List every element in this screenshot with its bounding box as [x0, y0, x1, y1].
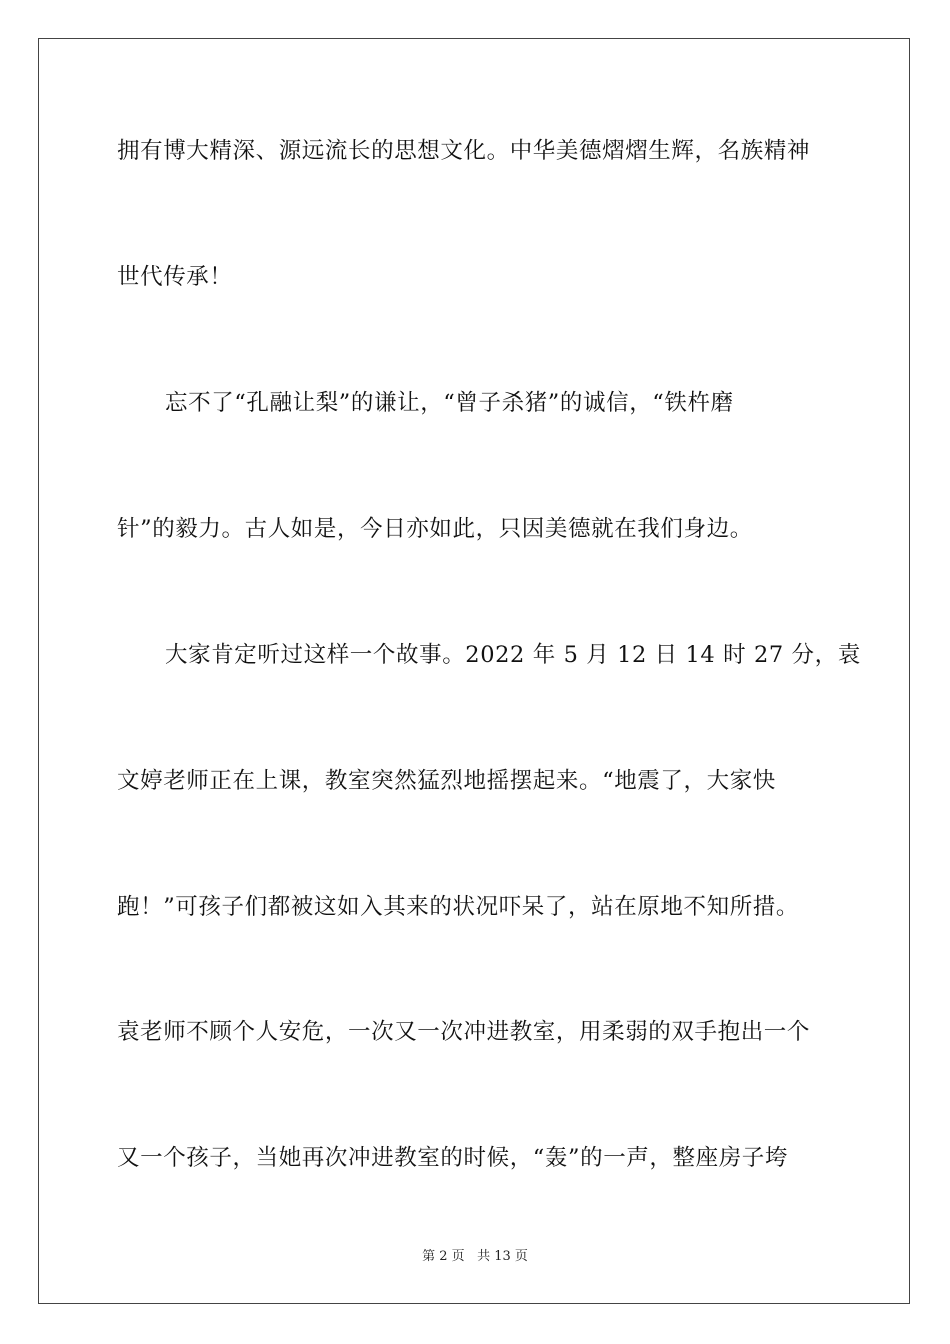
text-line-5: 大家肯定听过这样一个故事。2022 年 5 月 12 日 14 时 27 分，袁	[165, 642, 861, 668]
text-line-9: 又一个孩子，当她再次冲进教室的时候，“轰”的一声，整座房子垮	[117, 1145, 789, 1171]
page-border	[38, 38, 910, 1304]
text-line-8: 袁老师不顾个人安危，一次又一次冲进教室，用柔弱的双手抱出一个	[117, 1019, 811, 1045]
page-footer	[0, 1248, 950, 1266]
text-line-4: 针”的毅力。古人如是，今日亦如此，只因美德就在我们身边。	[117, 516, 753, 542]
total-pages: 共 13 页	[477, 1249, 528, 1264]
text-line-7: 跑！”可孩子们都被这如入其来的状况吓呆了，站在原地不知所措。	[117, 894, 800, 920]
page-number: 第 2 页	[422, 1249, 465, 1264]
text-line-1: 拥有博大精深、源远流长的思想文化。中华美德熠熠生辉，名族精神	[117, 138, 811, 164]
text-line-2: 世代传承！	[117, 264, 233, 290]
text-line-6: 文婷老师正在上课，教室突然猛烈地摇摆起来。“地震了，大家快	[117, 768, 776, 794]
text-line-3: 忘不了“孔融让梨”的谦让，“曾子杀猪”的诚信，“铁杵磨	[165, 390, 734, 416]
